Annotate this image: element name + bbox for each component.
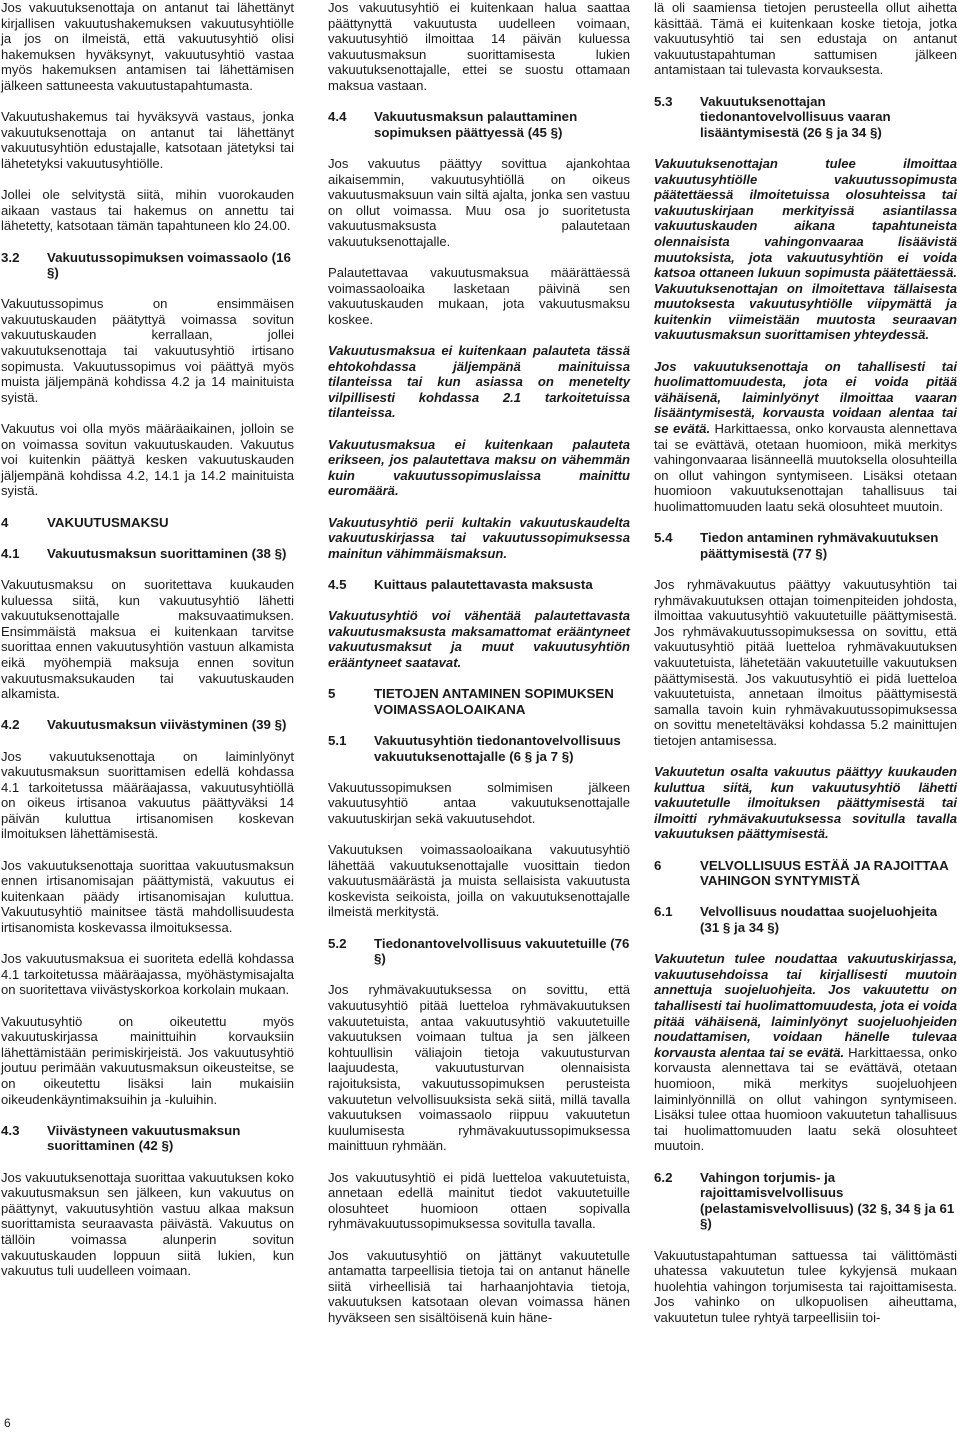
section-heading-6-1 bbox=[654, 904, 957, 935]
section-heading-4 bbox=[1, 515, 294, 531]
italic-paragraph: Vakuutusyhtiö voi vähentää palautettavasta vakuutusmaksusta maksamattomat erääntyneet vakuutusmaksut ja muut vakuutusyhtiön erääntyneet saatavat. bbox=[328, 608, 630, 670]
page-number: 6 bbox=[4, 1416, 11, 1430]
section-heading-4-1 bbox=[1, 546, 294, 562]
column-3 bbox=[654, 0, 957, 1341]
column-1 bbox=[1, 0, 294, 1294]
italic-sentence: Vakuutetun tulee noudattaa vakuutuskirjassa, vakuutusehdoissa tai kirjallisesti muutoin annettuja suojeluohjeita. Jos vakuutettu on tahallisesti tai huolimattomuudesta, jota ei voida pitää vähäisenä, laiminlyönyt suojeluohjeiden noudattamisen, voidaan hänelle tulevaa korvausta alentaa tai se evätä. bbox=[654, 951, 957, 1060]
section-number: 5.2 bbox=[328, 935, 347, 951]
paragraph: Jos vakuutuksenottaja suorittaa vakuutusmaksun ennen irtisanomisajan päättymistä, vakuutus ei kuitenkaan päädy irtisanomisajan kuluttua. Vakuutusyhtiö mainitsee tästä mahdollisuudesta irtisanomista koskevassa ilmoituksessa. bbox=[1, 857, 294, 936]
section-number: 6.1 bbox=[654, 904, 673, 920]
section-heading-6 bbox=[654, 858, 957, 889]
section-title: Vakuutusmaksun viivästyminen (39 §) bbox=[47, 717, 287, 733]
section-title: Velvollisuus noudattaa suojeluohjeita (31 § ja 34 §) bbox=[700, 904, 938, 936]
section-number: 6.2 bbox=[654, 1169, 673, 1185]
section-number: 5.4 bbox=[654, 530, 673, 546]
italic-paragraph: Vakuutusmaksua ei kuitenkaan palauteta erikseen, jos palautettava maksu on vähemmän kuin vakuutussopimuslaissa mainittu euromäärä. bbox=[328, 436, 630, 499]
section-number: 6 bbox=[654, 857, 662, 873]
paragraph: Vakuutus voi olla myös määräaikainen, jolloin se on voimassa sovitun vakuutuskauden. Vakuutus voi kuitenkin päättyä kesken vakuutuskauden jäljempänä kohdissa 4.2, 14.1 ja 14.2 mainituista syistä. bbox=[1, 421, 294, 499]
section-number: 4.4 bbox=[328, 109, 347, 125]
section-title: Vakuutusyhtiön tiedonantovelvollisuus vakuutuksenottajalle (6 § ja 7 §) bbox=[374, 732, 621, 764]
paragraph: Vakuutuksen voimassaoloaikana vakuutusyhtiö lähettää vakuutuksenottajalle vuosittain tiedon vakuutusmäärästä ja muista sellaisista vakuutusta koskevista seikoista, joilla on vakuutuksenottajalle ilmeistä merkitystä. bbox=[328, 842, 630, 920]
section-number: 5 bbox=[328, 686, 336, 702]
paragraph: Jos vakuutuksenottaja suorittaa vakuutuksen koko vakuutusmaksun sen jälkeen, kun vakuutus on päättynyt, vakuutusyhtiön vastuu alkaa maksun suorittamista seuraavasta päivästä. Vakuutus on tällöin voimassa alunperin sovitun vakuutuskauden loppuun siitä lukien, kun vakuutus tuli uudelleen voimaan. bbox=[1, 1169, 294, 1279]
section-title: Vahingon torjumis- ja rajoittamisvelvollisuus (pelastamisvelvollisuus) (32 §, 34 § ja 61 §) bbox=[700, 1169, 955, 1232]
italic-paragraph: Vakuutusmaksua ei kuitenkaan palauteta tässä ehtokohdassa jäljempänä mainituissa tilanteissa tai kun asiassa on menetelty vilpillisesti kohdassa 2.1 tarkoitetuissa tilanteissa. bbox=[328, 343, 630, 421]
paragraph: Vakuutustapahtuman sattuessa tai välittömästi uhatessa vakuutetun tulee kykyjensä mukaan huolehtia vahingon torjumisesta tai rajoittamisesta. Jos vahinko on ulkopuolisen aiheuttama, vakuutetun tulee ryhtyä tarpeellisiin toi- bbox=[654, 1247, 957, 1325]
paragraph: Jos vakuutuksenottaja on laiminlyönyt vakuutusmaksun suorittamisen edellä kohdassa 4.1 tarkoitetussa määräajassa, vakuutusyhtiöllä on oikeus irtisanoa vakuutus päättyväksi 14 päivän kuluttua irtisanomisen koskevan ilmoituksen lähettämisestä. bbox=[1, 748, 294, 842]
paragraph bbox=[654, 359, 957, 515]
italic-paragraph: Vakuutetun osalta vakuutus päättyy kuukauden kuluttua siitä, kun vakuutusyhtiö lähetti vakuutetulle ilmoituksen päättymisestä tai ilmoitti ryhmävakuutuksessa sovitulla tavalla vakuutuksen päättymisestä. bbox=[654, 764, 957, 842]
paragraph-continuation: Harkittaessa, onko korvausta alennettava tai se evättävä, otetaan huomioon, mikä merkitys vahingonvaaraa lisänneellä muutoksella olosuhteilla on ollut vahingon syntymiseen. Lisäksi otetaan huomioon vakuutuksenottajan tahallisuus tai huolimattomuuden laatu sekä olosuhteet muutoin. bbox=[654, 421, 957, 514]
paragraph: Vakuutushakemus tai hyväksyvä vastaus, jonka vakuutuksenottaja on antanut tai lähettänyt vakuutusyhtiön edustajalle, katsotaan jätetyksi tai lähetetyksi vakuutusyhtiölle. bbox=[1, 109, 294, 171]
paragraph: Jos ryhmävakuutuksessa on sovittu, että vakuutusyhtiö pitää luetteloa ryhmävakuutuksen vakuutetuista, antaa vakuutusyhtiö vakuutetuille vakuutuksen voimaan tultua ja sen jälkeen kohtuullisin väliajoin tietoja vakuutusturvan laajuudesta, vakuutusturvan olennaisista rajoituksista, vakuutussopimuksen perusteista vakuutetun velvollisuuksista sekä siitä, millä tavalla vakuutuksen voimassaolo riippuu vakuutetun kuulumisesta ryhmävakuutussopimuksessa mainittuun ryhmään. bbox=[328, 982, 630, 1154]
paragraph: Vakuutusmaksu on suoritettava kuukauden kuluessa siitä, kun vakuutusyhtiö lähetti vakuutuksenottajalle maksuvaatimuksen. Ensimmäistä maksua ei kuitenkaan tarvitse suorittaa ennen vakuutusyhtiön vastuun alkamista eikä myöhempiä maksuja ennen sovitun vakuutusmaksukauden tai vakuutuskauden alkamista. bbox=[1, 576, 294, 702]
paragraph: Vakuutusyhtiö on oikeutettu myös vakuutuskirjassa mainittuihin korvauksiin lähettämistään perimiskirjeistä. Jos vakuutusyhtiö joutuu perimään vakuutusmaksun oikeusteitse, se on oikeutettu lisäksi lain mukaisiin oikeudenkäyntimaksuihin ja -kuluihin. bbox=[1, 1013, 294, 1107]
section-heading-4-3 bbox=[1, 1123, 294, 1154]
section-title: Vakuutusmaksun palauttaminen sopimuksen päättyessä (45 §) bbox=[374, 109, 578, 140]
section-number: 4.3 bbox=[1, 1122, 20, 1138]
section-title: Tiedonantovelvollisuus vakuutetuille (76 §) bbox=[374, 935, 630, 967]
paragraph: Jos vakuutus päättyy sovittua ajankohtaa aikaisemmin, vakuutusyhtiöllä on oikeus vakuutusmaksuun vain siltä ajalta, jonka sen vastuu on ollut voimassa. Muu osa jo suoritetusta vakuutusmaksusta palautetaan vakuutuksenottajalle. bbox=[328, 155, 630, 249]
section-number: 3.2 bbox=[1, 249, 20, 265]
section-heading-3-2 bbox=[1, 250, 294, 281]
paragraph: Jos vakuutusmaksua ei suoriteta edellä kohdassa 4.1 tarkoitetussa määräajassa, myöhästymisajalta on suoritettava viivästyskorkoa korkolain mukaan. bbox=[1, 951, 294, 998]
section-number: 4.2 bbox=[1, 717, 20, 733]
section-heading-5-2 bbox=[328, 936, 630, 967]
section-title: VAKUUTUSMAKSU bbox=[47, 514, 169, 530]
italic-paragraph: Vakuutuksenottajan tulee ilmoittaa vakuutusyhtiölle vakuutussopimusta päätettäessä ilmoitetuissa olosuhteissa tai vakuutuskirjaan merkityissä asiantilassa vakuutuskauden aikana tapahtuneista olennaisista vahingonvaaraa lisäävistä muutoksista, jota vakuutusyhtiön ei voida katsoa ottaneen lukuun sopimusta päätettäessä. Vakuutuksenottajan on ilmoitettava tällaisesta muutoksesta vakuutusyhtiölle viipymättä ja kuitenkin viimeistään muutosta seuraavan vakuutusmaksun suorittamisen yhteydessä. bbox=[654, 155, 957, 343]
paragraph: Palautettavaa vakuutusmaksua määrättäessä voimassaoloaika lasketaan päivinä sen vakuutuskauden mukaan, jota vakuutusmaksu koskee. bbox=[328, 265, 630, 327]
section-heading-5-3 bbox=[654, 94, 957, 141]
section-title: Vakuutussopimuksen voimassaolo (16 §) bbox=[47, 249, 291, 281]
paragraph: Jos vakuutusyhtiö ei pidä luetteloa vakuutetuista, annetaan edellä mainitut tiedot vakuutetuille olosuhteet huomioon ottaen sopivalla ryhmävakuutussopimuksessa sovitulla tavalla. bbox=[328, 1169, 630, 1232]
section-title: VELVOLLISUUS ESTÄÄ JA RAJOITTAA VAHINGON SYNTYMISTÄ bbox=[700, 857, 949, 889]
italic-paragraph: Vakuutusyhtiö perii kultakin vakuutuskaudelta vakuutuskirjassa tai vakuutussopimuksessa mainitun vähimmäismaksun. bbox=[328, 514, 630, 561]
section-title: Kuittaus palautettavasta maksusta bbox=[374, 576, 593, 592]
section-heading-5-4 bbox=[654, 530, 957, 561]
section-number: 4.1 bbox=[1, 545, 20, 561]
section-title: Vakuutusmaksun suorittaminen (38 §) bbox=[47, 545, 287, 561]
section-title: Tiedon antaminen ryhmävakuutuksen päättymisestä (77 §) bbox=[700, 530, 939, 561]
column-2 bbox=[328, 0, 630, 1341]
italic-sentence: Jos vakuutuksenottaja on tahallisesti tai huolimattomuudesta, jota ei voida pitää vähäisenä, laiminlyönyt ilmoittaa vaaran lisääntymisestä, korvausta voidaan alentaa tai se evätä. bbox=[654, 358, 957, 437]
section-heading-5 bbox=[328, 686, 630, 717]
paragraph: lä oli saamiensa tietojen perusteella ollut aihetta käsittää. Tämä ei kuitenkaan koske tietoja, jotka vakuutusyhtiö tai sen edustaja on antanut vakuutustapahtuman sattumisen jälkeen antamistaan tai tulevasta korvauksesta. bbox=[654, 0, 957, 78]
section-heading-4-4 bbox=[328, 109, 630, 140]
section-heading-4-5 bbox=[328, 577, 630, 593]
section-number: 5.1 bbox=[328, 732, 347, 748]
section-title: Vakuutuksenottajan tiedonantovelvollisuus vaaran lisääntymisestä (26 § ja 34 §) bbox=[700, 93, 891, 140]
section-number: 4.5 bbox=[328, 576, 347, 592]
section-number: 4 bbox=[1, 514, 9, 530]
paragraph-continuation: Harkittaessa, onko korvausta alennettava tai se evättävä, otetaan huomioon, mikä merkitys suojeluohjeen laiminlyönnillä on ollut vahingon syntymiseen. Lisäksi tulee ottaa huomioon vakuutetun tahallisuus tai huolimattomuuden laatu sekä olosuhteet muutoin. bbox=[654, 1044, 958, 1154]
paragraph: Vakuutussopimuksen solmimisen jälkeen vakuutusyhtiö antaa vakuutuksenottajalle vakuutuskirjan sekä vakuutusehdot. bbox=[328, 779, 630, 826]
paragraph: Jos vakuutusyhtiö on jättänyt vakuutetulle antamatta tarpeellisia tietoja tai on antanut hänelle siitä virheellisiä tai harhaanjohtavia tietoja, vakuutuksen katsotaan olevan voimassa hänen hyväkseen sen sisältöisenä kuin häne- bbox=[328, 1247, 630, 1325]
section-number: 5.3 bbox=[654, 93, 673, 109]
section-heading-5-1 bbox=[328, 733, 630, 764]
section-title: TIETOJEN ANTAMINEN SOPIMUKSEN VOIMASSAOLOAIKANA bbox=[374, 686, 614, 717]
paragraph: Jollei ole selvitystä siitä, mihin vuorokauden aikaan vastaus tai hakemus on annettu tai lähetetty, katsotaan tämän tapahtuneen klo 24.00. bbox=[1, 187, 294, 234]
section-heading-4-2 bbox=[1, 717, 294, 733]
section-title: Viivästyneen vakuutusmaksun suorittaminen (42 §) bbox=[47, 1122, 241, 1154]
paragraph: Vakuutussopimus on ensimmäisen vakuutuskauden päätyttyä voimassa sovitun vakuutuskauden kerrallaan, jollei vakuutuksenottaja tai vakuutusyhtiö irtisano sopimusta. Vakuutussopimus voi päättyä myös muista jäljempänä kohdissa 4.2 ja 14 mainituista syistä. bbox=[1, 296, 294, 405]
paragraph: Jos vakuutusyhtiö ei kuitenkaan halua saattaa päättynyttä vakuutusta uudelleen voimaan, vakuutusyhtiö ilmoittaa 14 päivän kuluessa vakuutusmaksun suorittamisesta lukien vakuutuksenottajalle, ettei se suostu ottamaan maksua vastaan. bbox=[328, 0, 630, 93]
section-heading-6-2 bbox=[654, 1170, 957, 1232]
paragraph: Jos ryhmävakuutus päättyy vakuutusyhtiön tai ryhmävakuutuksen ottajan toimenpiteiden johdosta, ilmoittaa vakuutusyhtiö vakuutetuille päättymisestä. Jos ryhmävakuutussopimuksessa on sovittu, että vakuutusyhtiö pitää luetteloa ryhmävakuutuksen vakuutetuista, lähetetään vakuutetuille vakuutuksen päättymisestä. Jos vakuutusyhtiö ei pidä luetteloa vakuutetuista, annetaan ilmoitus päättymisestä samalla tavoin kuin ryhmävakuutussopimuksessa on sovittu meneteltäväksi kohdassa 5.2 mainittujen tietojen antamisessa. bbox=[654, 576, 957, 748]
paragraph bbox=[654, 951, 957, 1154]
paragraph: Jos vakuutuksenottaja on antanut tai lähettänyt kirjallisen vakuutushakemuksen vakuutusyhtiölle ja jos on ilmeistä, että vakuutusyhtiö olisi hakemuksen hyväksynyt, vakuutusyhtiö vastaa myös hakemuksen antamisen tai lähettämisen jälkeen sattuneesta vakuutustapahtumasta. bbox=[1, 0, 294, 93]
